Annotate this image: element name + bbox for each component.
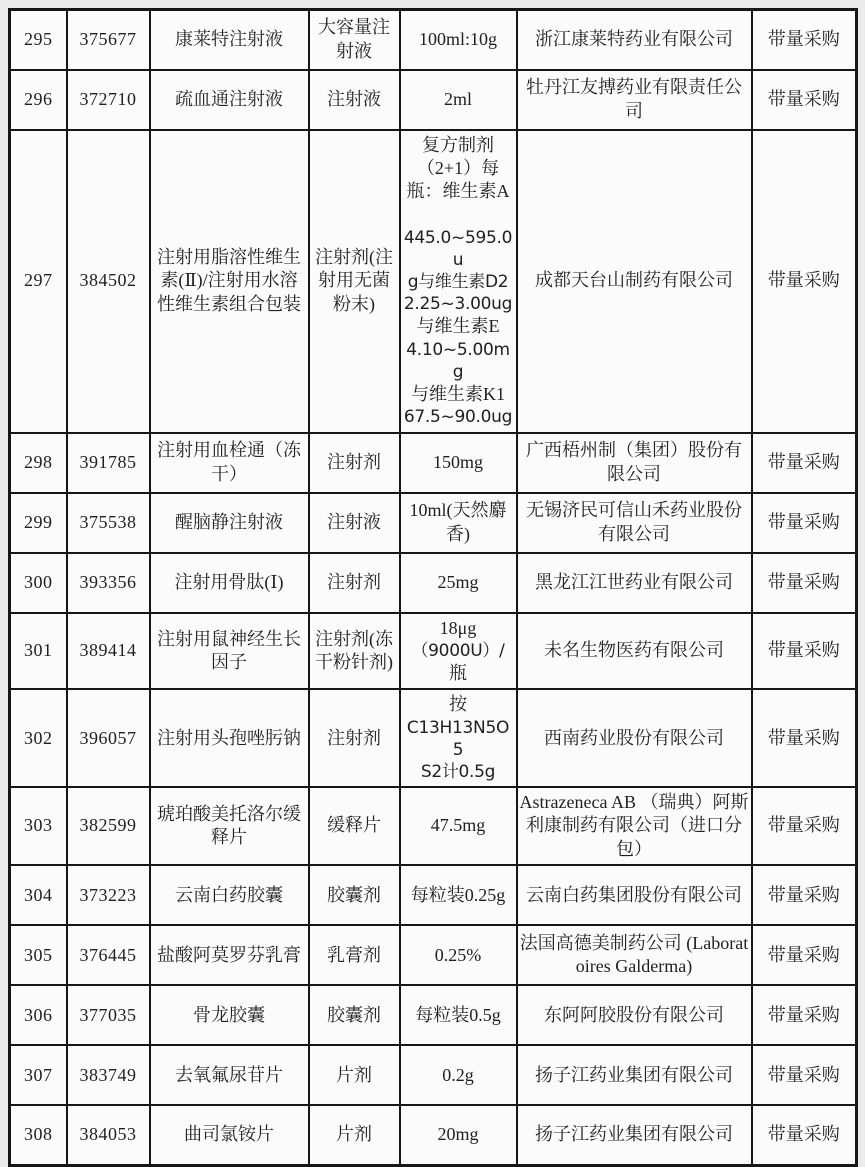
drug-procurement-table [8, 8, 858, 1167]
procurement-type: 带量采购 [752, 865, 857, 925]
manufacturer: 成都天台山制药有限公司 [517, 130, 752, 433]
dosage-form: 注射剂(注射用无菌粉末) [309, 130, 400, 433]
specification-line: 与维生素K1 [411, 384, 505, 405]
specification-line: 100ml:10g [418, 29, 497, 50]
dosage-form: 大容量注射液 [309, 10, 400, 70]
specification [400, 433, 517, 493]
row-number: 307 [10, 1045, 67, 1105]
specification [400, 553, 517, 613]
product-id: 376445 [67, 925, 150, 985]
dosage-form: 片剂 [309, 1105, 400, 1165]
product-id: 383749 [67, 1045, 150, 1105]
specification-line: （9000U）/ [411, 640, 505, 661]
manufacturer: 东阿阿胶股份有限公司 [517, 985, 752, 1045]
dosage-form: 注射液 [309, 493, 400, 553]
procurement-type: 带量采购 [752, 689, 857, 787]
specification [400, 613, 517, 690]
specification-line: 0.25% [434, 944, 482, 965]
row-number: 303 [10, 787, 67, 865]
table-row [10, 985, 857, 1045]
specification [400, 925, 517, 985]
specification-line: 瓶：维生素A [406, 181, 510, 202]
dosage-form: 胶囊剂 [309, 985, 400, 1045]
manufacturer: 扬子江药业集团有限公司 [517, 1045, 752, 1105]
dosage-form: 片剂 [309, 1045, 400, 1105]
dosage-form: 注射剂 [309, 689, 400, 787]
drug-name: 康莱特注射液 [150, 10, 309, 70]
table-row [10, 613, 857, 690]
product-id: 372710 [67, 70, 150, 130]
specification-line: （2+1）每 [416, 157, 500, 178]
specification-line: 445.0~595.0u [403, 228, 513, 271]
row-number: 302 [10, 689, 67, 787]
manufacturer: 浙江康莱特药业有限公司 [517, 10, 752, 70]
procurement-type: 带量采购 [752, 925, 857, 985]
dosage-form: 缓释片 [309, 787, 400, 865]
table-body [10, 10, 857, 1166]
drug-name: 注射用脂溶性维生素(Ⅱ)/注射用水溶性维生素组合包装 [150, 130, 309, 433]
row-number: 298 [10, 433, 67, 493]
procurement-type: 带量采购 [752, 985, 857, 1045]
drug-name: 注射用头孢唑肟钠 [150, 689, 309, 787]
specification [400, 1105, 517, 1165]
table-row [10, 493, 857, 553]
specification-line: 复方制剂 [422, 134, 494, 155]
product-id: 382599 [67, 787, 150, 865]
table-row [10, 70, 857, 130]
table-row [10, 553, 857, 613]
row-number: 301 [10, 613, 67, 690]
row-number: 304 [10, 865, 67, 925]
table-row [10, 925, 857, 985]
procurement-type: 带量采购 [752, 70, 857, 130]
specification-line: 4.10~5.00mg [406, 339, 510, 382]
dosage-form: 胶囊剂 [309, 865, 400, 925]
drug-name: 注射用鼠神经生长因子 [150, 613, 309, 690]
table-row [10, 1045, 857, 1105]
specification-line [403, 204, 514, 227]
specification-line: 18μg [439, 617, 477, 638]
table-row [10, 865, 857, 925]
drug-name: 盐酸阿莫罗芬乳膏 [150, 925, 309, 985]
table-row [10, 130, 857, 433]
product-id: 375677 [67, 10, 150, 70]
specification-line: S2计0.5g [420, 761, 496, 782]
product-id: 396057 [67, 689, 150, 787]
drug-name: 注射用骨肽(Ⅰ) [150, 553, 309, 613]
manufacturer: 牡丹江友搏药业有限责任公司 [517, 70, 752, 130]
specification-line: 0.2g [442, 1064, 474, 1085]
specification [400, 787, 517, 865]
specification-line: 按 [449, 694, 467, 715]
manufacturer: Astrazeneca AB （瑞典）阿斯利康制药有限公司（进口分包） [517, 787, 752, 865]
manufacturer: 法国高德美制药公司 (Laboratoires Galderma) [517, 925, 752, 985]
procurement-type: 带量采购 [752, 493, 857, 553]
specification [400, 493, 517, 553]
table-row [10, 433, 857, 493]
specification [400, 1045, 517, 1105]
manufacturer: 西南药业股份有限公司 [517, 689, 752, 787]
row-number: 295 [10, 10, 67, 70]
table-row [10, 10, 857, 70]
procurement-type: 带量采购 [752, 130, 857, 433]
dosage-form: 注射剂 [309, 553, 400, 613]
specification [400, 689, 517, 787]
specification [400, 985, 517, 1045]
specification-line: 150mg [432, 451, 483, 472]
drug-name: 醒脑静注射液 [150, 493, 309, 553]
drug-name: 注射用血栓通（冻干） [150, 433, 309, 493]
manufacturer: 扬子江药业集团有限公司 [517, 1105, 752, 1165]
specification [400, 865, 517, 925]
procurement-type: 带量采购 [752, 1105, 857, 1165]
specification-line: 67.5~90.0ug [403, 407, 513, 428]
dosage-form: 注射剂 [309, 433, 400, 493]
specification-line: 与维生素E [416, 316, 500, 337]
product-id: 375538 [67, 493, 150, 553]
product-id: 389414 [67, 613, 150, 690]
specification-line: 瓶 [449, 662, 467, 683]
specification-line: 47.5mg [430, 815, 486, 836]
manufacturer: 广西梧州制（集团）股份有限公司 [517, 433, 752, 493]
procurement-type: 带量采购 [752, 1045, 857, 1105]
specification-line: g与维生素D2 [407, 272, 509, 293]
dosage-form: 注射液 [309, 70, 400, 130]
drug-name: 去氧氟尿苷片 [150, 1045, 309, 1105]
specification [400, 70, 517, 130]
product-id: 373223 [67, 865, 150, 925]
specification-line: C13H13N5O5 [406, 717, 510, 760]
drug-name: 云南白药胶囊 [150, 865, 309, 925]
procurement-type: 带量采购 [752, 787, 857, 865]
procurement-type: 带量采购 [752, 10, 857, 70]
specification [400, 130, 517, 433]
specification-line: 每粒装0.5g [415, 1004, 501, 1025]
manufacturer: 云南白药集团股份有限公司 [517, 865, 752, 925]
specification-line: 20mg [437, 1124, 479, 1145]
product-id: 393356 [67, 553, 150, 613]
specification-line: 每粒装0.25g [410, 884, 506, 905]
table-row [10, 787, 857, 865]
manufacturer: 无锡济民可信山禾药业股份有限公司 [517, 493, 752, 553]
row-number: 299 [10, 493, 67, 553]
specification [400, 10, 517, 70]
row-number: 306 [10, 985, 67, 1045]
manufacturer: 黑龙江江世药业有限公司 [517, 553, 752, 613]
product-id: 391785 [67, 433, 150, 493]
specification-line: 2.25~3.00ug [403, 294, 513, 315]
product-id: 384053 [67, 1105, 150, 1165]
row-number: 297 [10, 130, 67, 433]
table-row [10, 689, 857, 787]
row-number: 300 [10, 553, 67, 613]
dosage-form: 注射剂(冻干粉针剂) [309, 613, 400, 690]
drug-name: 琥珀酸美托洛尔缓释片 [150, 787, 309, 865]
product-id: 384502 [67, 130, 150, 433]
product-id: 377035 [67, 985, 150, 1045]
row-number: 308 [10, 1105, 67, 1165]
table-row [10, 1105, 857, 1165]
procurement-type: 带量采购 [752, 433, 857, 493]
drug-name: 骨龙胶囊 [150, 985, 309, 1045]
procurement-type: 带量采购 [752, 613, 857, 690]
specification-line: 25mg [437, 571, 479, 592]
row-number: 296 [10, 70, 67, 130]
dosage-form: 乳膏剂 [309, 925, 400, 985]
specification-line: 2ml [443, 88, 472, 109]
specification-line: 10ml(天然麝香) [409, 500, 507, 544]
row-number: 305 [10, 925, 67, 985]
drug-name: 疏血通注射液 [150, 70, 309, 130]
manufacturer: 未名生物医药有限公司 [517, 613, 752, 690]
procurement-type: 带量采购 [752, 553, 857, 613]
drug-name: 曲司氯铵片 [150, 1105, 309, 1165]
